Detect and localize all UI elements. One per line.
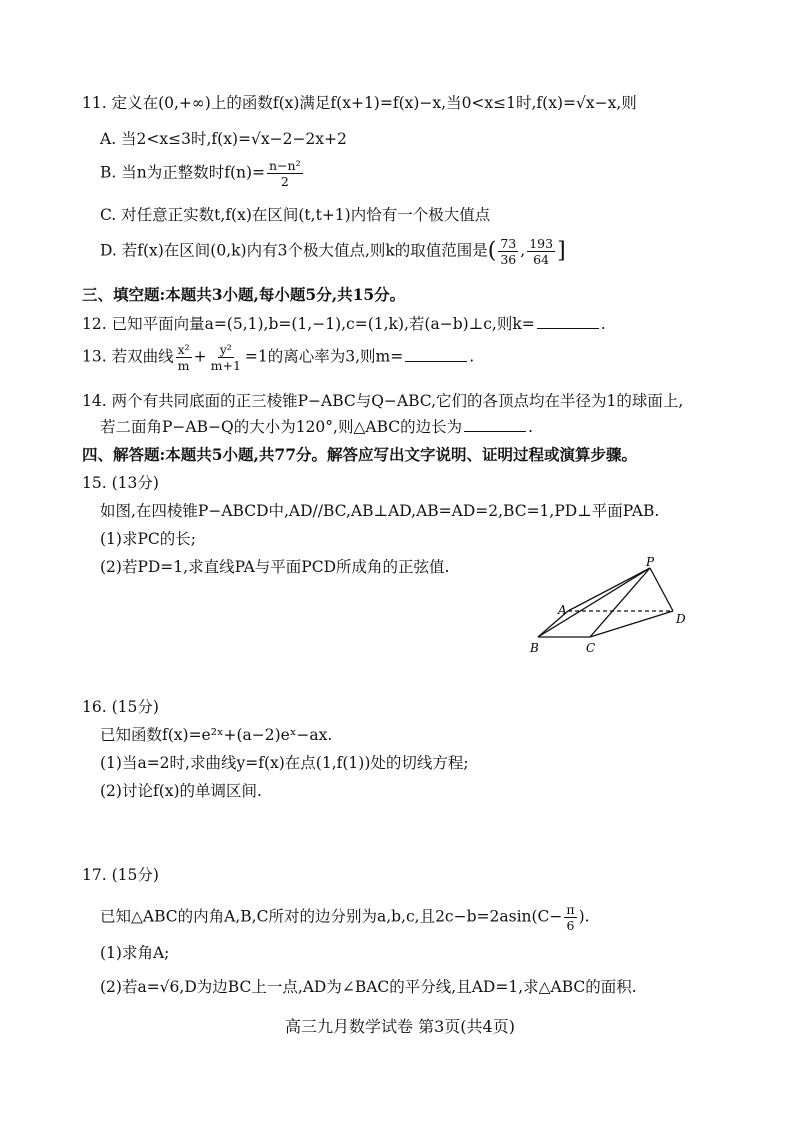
q13-text-post: =1的离心率为3,则m= [244, 347, 404, 366]
fraction-denominator: 6 [566, 918, 575, 933]
q17-part-1: (1)求角A; [100, 944, 170, 962]
q11-option-d [100, 236, 566, 267]
q11-option-b [100, 158, 305, 189]
q11-option-d-text: D. 若f(x)在区间(0,k)内有3个极大值点,则k的取值范围是 [100, 241, 488, 260]
q17-part-2: (2)若a=√6,D为边BC上一点,AD为∠BAC的平分线,且AD=1,求△ABC的面积. [100, 978, 637, 996]
label-b: B [530, 641, 539, 655]
q17-heading: 17. (15分) [82, 866, 159, 884]
fraction-numerator: n−n² [269, 158, 301, 173]
q14-line-2 [100, 416, 533, 438]
q12-text: 12. 已知平面向量a=(5,1),b=(1,−1),c=(1,k),若(a−b)⊥c,则k= [82, 315, 535, 333]
fraction-denominator: 64 [533, 252, 550, 267]
q11-stem: 11. 定义在(0,+∞)上的函数f(x)满足f(x+1)=f(x)−x,当0<x≤1时,f(x)=√x−x,则 [82, 94, 637, 112]
fraction-numerator: y² [219, 342, 232, 357]
interval-close-bracket: ] [557, 238, 566, 264]
edge-pa [568, 568, 650, 611]
fraction-numerator: π [566, 902, 575, 917]
q14-period: . [528, 418, 534, 436]
q16-heading: 16. (15分) [82, 698, 159, 716]
q11-option-b-fraction [267, 158, 303, 189]
edge-pd [650, 568, 673, 611]
q11-option-d-fraction-1 [498, 236, 518, 267]
q16-part-1: (1)当a=2时,求曲线y=f(x)在点(1,f(1))处的切线方程; [100, 754, 469, 772]
page-footer: 高三九月数学试卷 第3页(共4页) [285, 1017, 515, 1036]
q15-stem: 如图,在四棱锥P−ABCD中,AD//BC,AB⊥AD,AB=AD=2,BC=1,PD⊥平面PAB. [100, 502, 660, 520]
label-d: D [676, 612, 686, 626]
q15-heading: 15. (13分) [82, 474, 159, 492]
q11-option-b-text: B. 当n为正整数时f(n)= [100, 163, 266, 182]
edge-pb [538, 568, 650, 637]
q13-answer-blank [405, 347, 467, 362]
q13-fraction-x [176, 342, 192, 373]
section-3-heading: 三、填空题:本题共3小题,每小题5分,共15分。 [82, 285, 406, 304]
q12 [82, 313, 606, 335]
q12-answer-blank [537, 314, 599, 329]
q17-stem-pre: 已知△ABC的内角A,B,C所对的边分别为a,b,c,且2c−b=2asin(C− [100, 907, 563, 926]
q11-option-d-fraction-2 [527, 236, 555, 267]
q17-stem-post: ). [578, 907, 590, 926]
fraction-numerator: x² [177, 342, 190, 357]
q13-period: . [469, 347, 475, 366]
interval-comma: , [520, 241, 526, 260]
fraction-numerator: 193 [529, 236, 554, 251]
q12-period: . [600, 315, 606, 333]
q15-part-1: (1)求PC的长; [100, 530, 196, 548]
edge-cd [590, 611, 673, 637]
q13-plus: + [193, 347, 207, 366]
q17-stem [100, 902, 590, 933]
section-4-heading: 四、解答题:本题共5小题,共77分。解答应写出文字说明、证明过程或演算步骤。 [82, 445, 637, 464]
fraction-denominator: 36 [500, 252, 517, 267]
q11-option-c: C. 对任意正实数t,f(x)在区间(t,t+1)内恰有一个极大值点 [100, 206, 491, 224]
fraction-denominator: m+1 [210, 358, 241, 373]
q15-part-2: (2)若PD=1,求直线PA与平面PCD所成角的正弦值. [100, 558, 450, 576]
q16-part-2: (2)讨论f(x)的单调区间. [100, 782, 262, 800]
q14-line-1: 14. 两个有共同底面的正三棱锥P−ABC与Q−ABC,它们的各顶点均在半径为1的球面上, [82, 392, 684, 410]
label-p: P [646, 555, 655, 569]
q11-option-a: A. 当2<x≤3时,f(x)=√x−2−2x+2 [100, 130, 347, 148]
q13-fraction-y [209, 342, 243, 373]
edge-pc [590, 568, 650, 637]
pyramid-figure [520, 555, 700, 660]
label-c: C [586, 641, 596, 655]
fraction-numerator: 73 [500, 236, 517, 251]
q13 [82, 342, 474, 373]
q13-text-pre: 13. 若双曲线 [82, 347, 174, 366]
q14-answer-blank [464, 417, 526, 432]
q14-line-2-text: 若二面角P−AB−Q的大小为120°,则△ABC的边长为 [100, 418, 463, 436]
q17-fraction [564, 902, 576, 933]
label-a: A [558, 603, 567, 617]
q16-stem: 已知函数f(x)=e²ˣ+(a−2)eˣ−ax. [100, 726, 333, 744]
interval-open-paren: ( [487, 238, 497, 264]
fraction-denominator: m [177, 358, 190, 373]
fraction-denominator: 2 [280, 174, 289, 189]
